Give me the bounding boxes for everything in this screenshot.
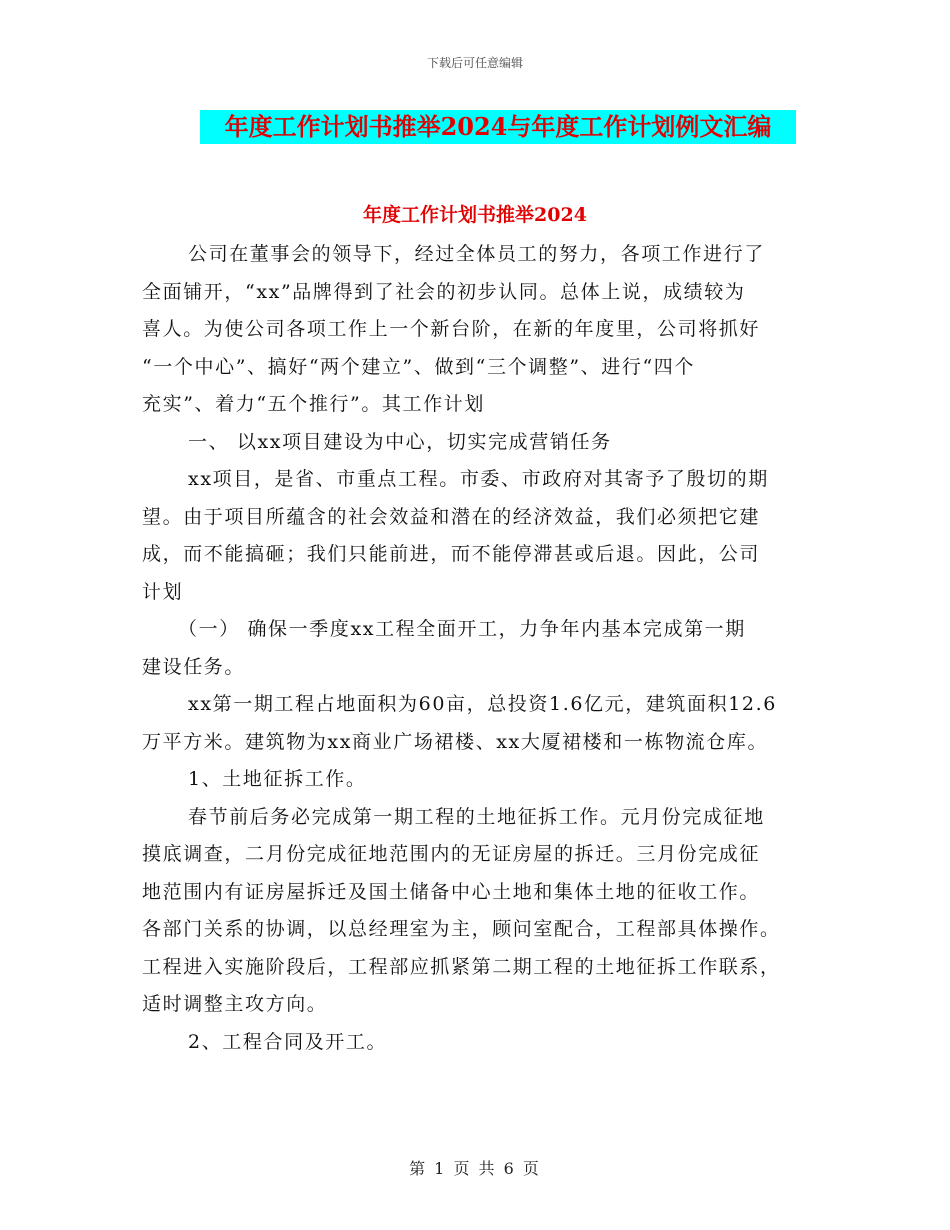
main-title-highlight [200,110,796,144]
item-heading: 2、工程合同及开工。 [188,1030,388,1053]
paragraph-line: 适时调整主攻方向。 [142,993,328,1015]
section-heading-1: 一、 以xx项目建设为中心，切实完成营销任务 [188,430,612,453]
paragraph-line: “一个中心”、搞好“两个建立”、做到“三个调整”、进行“四个 [142,355,695,378]
paragraph-line: xx项目，是省、市重点工程。市委、市政府对其寄予了殷切的期 [188,468,769,490]
paragraph-line: 摸底调查，二月份完成征地范围内的无证房屋的拆迁。三月份完成征 [142,843,761,865]
paragraph-line: 工程进入实施阶段后，工程部应抓紧第二期工程的土地征拆工作联系， [142,955,781,978]
paragraph-line: xx第一期工程占地面积为60亩，总投资1.6亿元，建筑面积12.6 [188,693,777,715]
page-footer: 第 1 页 共 6 页 [409,1159,541,1178]
paragraph-line: 充实”、着力“五个推行”。其工作计划 [142,393,485,415]
subsection-heading: （一） 确保一季度xx工程全面开工，力争年内基本完成第一期 [178,618,746,640]
section-title: 年度工作计划书推举2024 [363,204,587,226]
paragraph-line: 万平方米。建筑物为xx商业广场裙楼、xx大厦裙楼和一栋物流仓库。 [142,730,769,753]
paragraph-line: 望。由于项目所蕴含的社会效益和潜在的经济效益，我们必须把它建 [142,505,761,528]
paragraph-line: 各部门关系的协调，以总经理室为主，顾问室配合，工程部具体操作。 [142,918,781,940]
paragraph-line: 喜人。为使公司各项工作上一个新台阶，在新的年度里，公司将抓好 [142,318,761,340]
paragraph-line: 建设任务。 [142,655,246,678]
paragraph-line: 公司在董事会的领导下，经过全体员工的努力，各项工作进行了 [188,243,765,265]
main-title: 年度工作计划书推举2024与年度工作计划例文汇编 [224,112,772,141]
document-body [142,218,814,1061]
paragraph-line: 成，而不能搞砸；我们只能前进，而不能停滞甚或后退。因此，公司 [142,543,761,565]
header-note: 下载后可任意编辑 [426,56,523,70]
paragraph-line: 春节前后务必完成第一期工程的土地征拆工作。元月份完成征地 [188,805,765,828]
paragraph-line: 全面铺开，“xx”品牌得到了社会的初步认同。总体上说，成绩较为 [142,280,746,303]
paragraph-line: 计划 [142,580,184,603]
item-heading: 1、土地征拆工作。 [188,768,367,790]
paragraph-line: 地范围内有证房屋拆迁及国土储备中心土地和集体土地的征收工作。 [142,880,761,903]
